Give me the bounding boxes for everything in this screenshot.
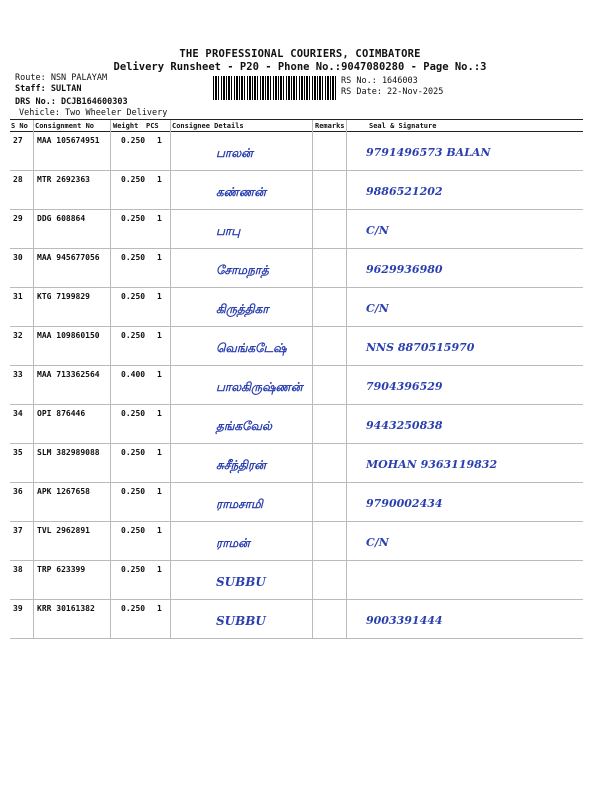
row-consignment-no-text: MAA 105674951 <box>37 136 100 145</box>
row-weight <box>118 132 154 171</box>
row-sno <box>10 366 34 405</box>
row-pcs-text: 1 <box>157 136 162 145</box>
row-seal-signature <box>354 600 583 639</box>
col-weight: Weight <box>113 122 139 130</box>
row-remarks <box>320 366 354 405</box>
row-consignee-handwritten <box>178 249 320 288</box>
row-sno-text: 39 <box>13 604 23 613</box>
row-weight <box>118 288 154 327</box>
row-weight-text: 0.250 <box>121 214 146 223</box>
row-weight-text: 0.250 <box>121 136 146 145</box>
row-pcs <box>154 249 178 288</box>
rs-date: RS Date: 22-Nov-2025 <box>341 87 444 97</box>
row-weight-text: 0.250 <box>121 175 146 184</box>
row-weight-text: 0.250 <box>121 604 146 613</box>
row-consignment-no <box>34 249 118 288</box>
row-sno-text: 37 <box>13 526 23 535</box>
row-sno <box>10 444 34 483</box>
row-sno-text: 28 <box>13 175 23 184</box>
handwritten-name: ராமன் <box>216 536 250 550</box>
row-sno <box>10 405 34 444</box>
handwritten-name: வெங்கடேஷ் <box>216 341 287 355</box>
row-pcs <box>154 327 178 366</box>
row-seal-signature <box>354 522 583 561</box>
row-consignee-handwritten <box>178 210 320 249</box>
row-consignment-no-text: MAA 109860150 <box>37 331 100 340</box>
row-weight-text: 0.250 <box>121 331 146 340</box>
row-pcs <box>154 444 178 483</box>
drs-number: DRS No.: DCJB164600303 <box>15 97 128 107</box>
row-consignment-no-text: KRR 30161382 <box>37 604 95 613</box>
row-consignment-no <box>34 483 118 522</box>
row-weight-text: 0.250 <box>121 487 146 496</box>
table-row <box>10 132 583 171</box>
row-consignment-no-text: MTR 2692363 <box>37 175 90 184</box>
row-consignment-no-text: MAA 945677056 <box>37 253 100 262</box>
col-sno: S No <box>11 122 28 130</box>
row-remarks <box>320 132 354 171</box>
row-consignment-no-text: MAA 713362564 <box>37 370 100 379</box>
table-row <box>10 405 583 444</box>
row-consignee-handwritten <box>178 444 320 483</box>
row-consignee-handwritten <box>178 366 320 405</box>
row-seal-signature <box>354 444 583 483</box>
row-remarks <box>320 327 354 366</box>
row-pcs-text: 1 <box>157 253 162 262</box>
table-row <box>10 444 583 483</box>
row-weight <box>118 327 154 366</box>
row-weight <box>118 444 154 483</box>
row-pcs-text: 1 <box>157 175 162 184</box>
row-seal-signature <box>354 483 583 522</box>
row-seal-signature <box>354 210 583 249</box>
row-consignment-no <box>34 405 118 444</box>
row-remarks <box>320 444 354 483</box>
row-sno-text: 33 <box>13 370 23 379</box>
table-row <box>10 171 583 210</box>
row-consignee-handwritten <box>178 171 320 210</box>
handwritten-name: சோமநாத் <box>216 263 269 277</box>
handwritten-signature: C/N <box>366 302 389 315</box>
row-sno <box>10 561 34 600</box>
table-row <box>10 327 583 366</box>
handwritten-signature: 9791496573 BALAN <box>366 146 491 159</box>
row-weight-text: 0.250 <box>121 409 146 418</box>
row-seal-signature <box>354 561 583 600</box>
row-pcs <box>154 561 178 600</box>
row-consignment-no <box>34 561 118 600</box>
row-weight <box>118 249 154 288</box>
row-weight <box>118 483 154 522</box>
handwritten-signature: 9886521202 <box>366 185 443 198</box>
row-seal-signature <box>354 171 583 210</box>
row-weight-text: 0.250 <box>121 448 146 457</box>
handwritten-name: கண்ணன் <box>216 185 266 199</box>
row-consignee-handwritten <box>178 522 320 561</box>
row-pcs-text: 1 <box>157 370 162 379</box>
handwritten-signature: C/N <box>366 224 389 237</box>
row-sno-text: 38 <box>13 565 23 574</box>
row-pcs <box>154 405 178 444</box>
row-consignment-no-text: APK 1267658 <box>37 487 90 496</box>
row-sno-text: 30 <box>13 253 23 262</box>
handwritten-name: சுசீந்திரன் <box>216 458 266 472</box>
handwritten-signature: 9003391444 <box>366 614 443 627</box>
row-pcs-text: 1 <box>157 409 162 418</box>
handwritten-signature: 9629936980 <box>366 263 443 276</box>
row-sno-text: 31 <box>13 292 23 301</box>
row-consignee-handwritten <box>178 327 320 366</box>
row-consignment-no <box>34 288 118 327</box>
row-consignment-no-text: KTG 7199829 <box>37 292 90 301</box>
row-sno <box>10 327 34 366</box>
handwritten-signature: 9443250838 <box>366 419 443 432</box>
table-row <box>10 210 583 249</box>
row-consignment-no-text: OPI 876446 <box>37 409 86 418</box>
row-weight-text: 0.250 <box>121 292 146 301</box>
row-sno-text: 32 <box>13 331 23 340</box>
row-seal-signature <box>354 288 583 327</box>
handwritten-name: SUBBU <box>216 614 266 628</box>
col-consignee: Consignee Details <box>172 122 244 130</box>
row-remarks <box>320 405 354 444</box>
row-consignment-no-text: TRP 623399 <box>37 565 86 574</box>
row-pcs <box>154 132 178 171</box>
row-remarks <box>320 210 354 249</box>
staff-info: Staff: SULTAN <box>15 84 82 94</box>
row-pcs <box>154 522 178 561</box>
row-weight <box>118 522 154 561</box>
row-remarks <box>320 483 354 522</box>
row-consignee-handwritten <box>178 288 320 327</box>
row-remarks <box>320 522 354 561</box>
row-remarks <box>320 171 354 210</box>
row-consignment-no <box>34 210 118 249</box>
row-sno-text: 29 <box>13 214 23 223</box>
row-consignment-no-text: TVL 2962891 <box>37 526 90 535</box>
table-row <box>10 249 583 288</box>
row-pcs-text: 1 <box>157 292 162 301</box>
row-consignment-no <box>34 366 118 405</box>
handwritten-signature: MOHAN 9363119832 <box>366 458 498 471</box>
col-consignment: Consignment No <box>35 122 95 130</box>
row-weight-text: 0.250 <box>121 565 146 574</box>
row-seal-signature <box>354 405 583 444</box>
handwritten-name: தங்கவேல் <box>216 419 272 433</box>
row-consignment-no <box>34 444 118 483</box>
row-sno <box>10 171 34 210</box>
row-weight <box>118 366 154 405</box>
row-consignee-handwritten <box>178 561 320 600</box>
row-sno <box>10 600 34 639</box>
row-pcs-text: 1 <box>157 487 162 496</box>
table-row <box>10 483 583 522</box>
delivery-table <box>10 132 583 639</box>
row-sno-text: 34 <box>13 409 23 418</box>
row-seal-signature <box>354 249 583 288</box>
row-sno <box>10 288 34 327</box>
row-consignment-no <box>34 132 118 171</box>
handwritten-signature: NNS 8870515970 <box>366 341 475 354</box>
vehicle-info: Vehicle: Two Wheeler Delivery <box>19 108 168 118</box>
row-pcs-text: 1 <box>157 331 162 340</box>
row-consignment-no <box>34 600 118 639</box>
table-row <box>10 366 583 405</box>
row-sno <box>10 210 34 249</box>
row-pcs <box>154 288 178 327</box>
row-pcs <box>154 483 178 522</box>
rs-number: RS No.: 1646003 <box>341 76 418 86</box>
row-sno <box>10 132 34 171</box>
handwritten-name: பாலன் <box>216 146 253 160</box>
row-weight <box>118 210 154 249</box>
col-remarks: Remarks <box>315 122 345 130</box>
row-weight <box>118 171 154 210</box>
row-weight-text: 0.250 <box>121 253 146 262</box>
row-pcs-text: 1 <box>157 214 162 223</box>
handwritten-signature: C/N <box>366 536 389 549</box>
handwritten-signature: 7904396529 <box>366 380 443 393</box>
handwritten-name: பாபு <box>216 224 241 238</box>
row-sno <box>10 483 34 522</box>
handwritten-signature: 9790002434 <box>366 497 443 510</box>
handwritten-name: கிருத்திகா <box>216 302 269 316</box>
row-consignment-no <box>34 522 118 561</box>
row-consignee-handwritten <box>178 483 320 522</box>
col-seal-signature: Seal & Signature <box>369 122 437 130</box>
row-consignee-handwritten <box>178 405 320 444</box>
row-pcs-text: 1 <box>157 526 162 535</box>
row-consignment-no-text: DDG 608864 <box>37 214 86 223</box>
route-info: Route: NSN PALAYAM <box>15 73 108 83</box>
row-pcs <box>154 171 178 210</box>
row-seal-signature <box>354 327 583 366</box>
row-sno-text: 35 <box>13 448 23 457</box>
row-pcs <box>154 366 178 405</box>
row-pcs-text: 1 <box>157 565 162 574</box>
table-row <box>10 561 583 600</box>
row-remarks <box>320 288 354 327</box>
row-sno <box>10 522 34 561</box>
row-seal-signature <box>354 132 583 171</box>
table-row <box>10 600 583 639</box>
row-weight <box>118 600 154 639</box>
row-seal-signature <box>354 366 583 405</box>
row-weight <box>118 561 154 600</box>
row-pcs-text: 1 <box>157 448 162 457</box>
row-pcs <box>154 210 178 249</box>
row-sno <box>10 249 34 288</box>
row-pcs-text: 1 <box>157 604 162 613</box>
row-consignment-no <box>34 327 118 366</box>
row-consignee-handwritten <box>178 600 320 639</box>
row-remarks <box>320 600 354 639</box>
handwritten-name: பாலகிருஷ்ணன் <box>216 380 303 394</box>
row-sno-text: 36 <box>13 487 23 496</box>
row-sno-text: 27 <box>13 136 23 145</box>
row-remarks <box>320 249 354 288</box>
barcode <box>213 76 338 100</box>
runsheet-subtitle: Delivery Runsheet - P20 - Phone No.:9047080280 - Page No.:3 <box>113 61 487 73</box>
row-weight <box>118 405 154 444</box>
row-remarks <box>320 561 354 600</box>
row-weight-text: 0.400 <box>121 370 146 379</box>
row-weight-text: 0.250 <box>121 526 146 535</box>
col-pcs: PCS <box>146 122 159 130</box>
handwritten-name: SUBBU <box>216 575 266 589</box>
table-row <box>10 522 583 561</box>
row-consignment-no-text: SLM 382989088 <box>37 448 100 457</box>
row-pcs <box>154 600 178 639</box>
handwritten-name: ராமசாமி <box>216 497 263 511</box>
header-top-rule <box>10 119 583 120</box>
row-consignee-handwritten <box>178 132 320 171</box>
table-row <box>10 288 583 327</box>
row-consignment-no <box>34 171 118 210</box>
company-title: THE PROFESSIONAL COURIERS, COIMBATORE <box>179 48 421 60</box>
